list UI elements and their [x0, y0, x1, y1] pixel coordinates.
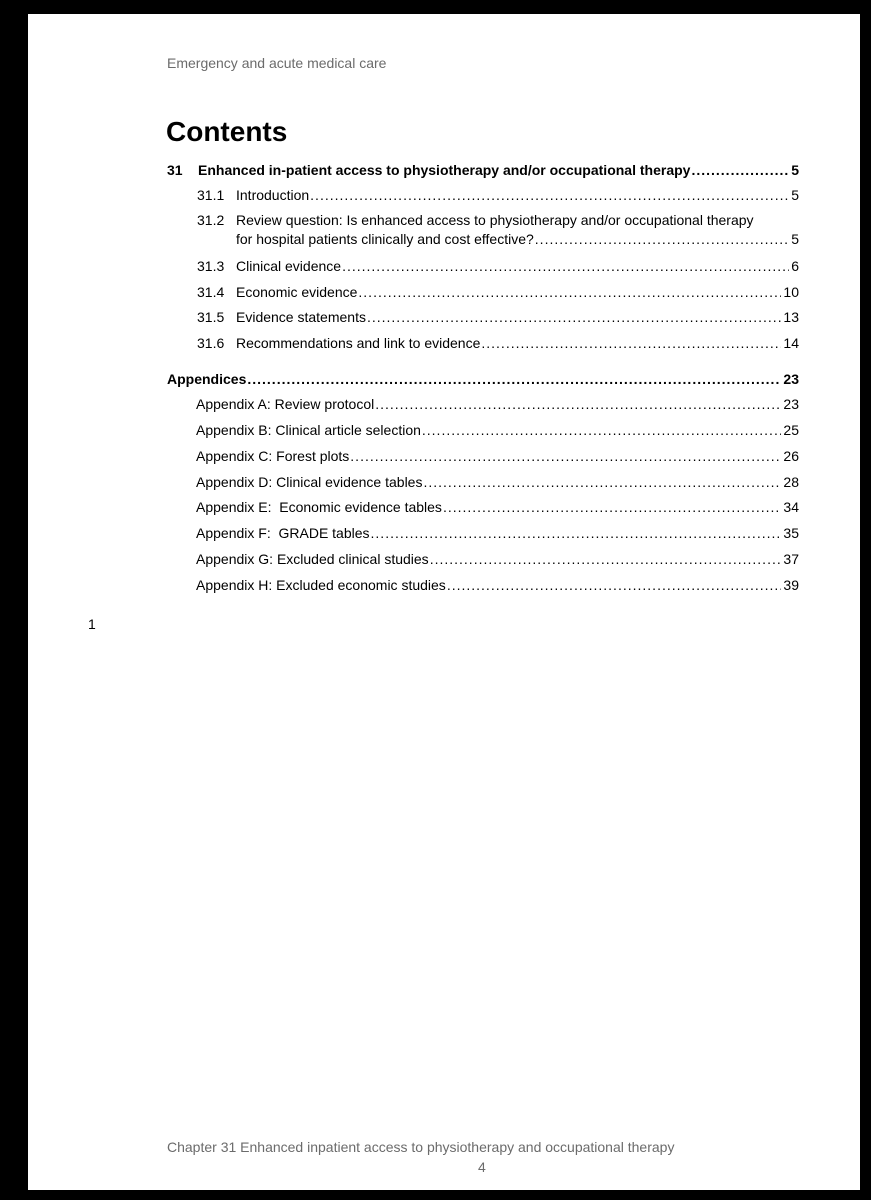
toc-leader-dots — [430, 550, 782, 568]
toc-appendix-title: Appendix B: Clinical article selection — [196, 422, 421, 438]
toc-leader-dots — [342, 257, 789, 275]
toc-section-title: Recommendations and link to evidence — [236, 335, 481, 351]
toc-page-number: 23 — [783, 396, 799, 412]
toc-section-entry[interactable] — [197, 308, 799, 326]
toc-appendix-title: Appendix G: Excluded clinical studies — [196, 551, 429, 567]
toc-page-number: 26 — [783, 448, 799, 464]
toc-page-number: 14 — [783, 335, 799, 351]
toc-section-number: 31.1 — [197, 187, 225, 203]
toc-appendix-title: Appendix F: GRADE tables — [196, 525, 370, 541]
toc-section-entry-line1[interactable] — [197, 211, 754, 229]
toc-page-number: 6 — [791, 258, 799, 274]
toc-section-number: 31.6 — [197, 335, 225, 351]
toc-appendix-entry[interactable] — [196, 447, 799, 465]
toc-section-number: 31.4 — [197, 284, 225, 300]
toc-leader-dots — [375, 395, 781, 413]
toc-section-number: 31.2 — [197, 212, 225, 228]
toc-leader-dots — [535, 230, 789, 248]
toc-section-title: Economic evidence — [236, 284, 358, 300]
line-number: 1 — [88, 616, 96, 632]
toc-leader-dots — [443, 498, 781, 516]
toc-leader-dots — [350, 447, 781, 465]
toc-page-number: 5 — [791, 162, 799, 178]
toc-appendices-heading[interactable] — [167, 370, 799, 388]
toc-appendix-entry[interactable] — [196, 498, 799, 516]
toc-section-entry[interactable] — [197, 257, 799, 275]
toc-section-entry[interactable] — [197, 186, 799, 204]
toc-appendix-entry[interactable] — [196, 421, 799, 439]
toc-section-entry[interactable] — [197, 334, 799, 352]
toc-page-number: 37 — [783, 551, 799, 567]
toc-chapter-entry[interactable] — [167, 161, 799, 179]
toc-appendix-title: Appendix C: Forest plots — [196, 448, 350, 464]
toc-appendix-title: Appendix H: Excluded economic studies — [196, 577, 446, 593]
toc-section-entry-line2[interactable] — [236, 230, 799, 248]
toc-chapter-title: Enhanced in-patient access to physiotherapy and/or occupational therapy — [198, 162, 691, 178]
toc-section-number: 31.5 — [197, 309, 225, 325]
toc-appendix-entry[interactable] — [196, 395, 799, 413]
toc-page-number: 39 — [783, 577, 799, 593]
toc-page-number: 10 — [783, 284, 799, 300]
toc-page-number: 5 — [791, 187, 799, 203]
toc-appendix-title: Appendix E: Economic evidence tables — [196, 499, 442, 515]
toc-leader-dots — [422, 421, 782, 439]
toc-leader-dots — [371, 524, 782, 542]
toc-leader-dots — [310, 186, 789, 204]
toc-appendix-title: Appendix A: Review protocol — [196, 396, 375, 412]
document-page — [28, 14, 860, 1190]
toc-appendix-entry[interactable] — [196, 576, 799, 594]
toc-section-title-line2: for hospital patients clinically and cost effective? — [236, 231, 534, 247]
toc-page-number: 28 — [783, 474, 799, 490]
toc-section-entry[interactable] — [197, 283, 799, 301]
toc-section-title: Clinical evidence — [236, 258, 342, 274]
running-header: Emergency and acute medical care — [167, 55, 387, 71]
toc-chapter-number: 31 — [167, 162, 183, 178]
toc-appendix-title: Appendix D: Clinical evidence tables — [196, 474, 423, 490]
toc-leader-dots — [367, 308, 781, 326]
toc-section-title-line1: Review question: Is enhanced access to physiotherapy and/or occupational therapy — [236, 212, 754, 228]
toc-leader-dots — [358, 283, 781, 301]
toc-page-number: 25 — [783, 422, 799, 438]
toc-appendix-entry[interactable] — [196, 524, 799, 542]
toc-appendices-title: Appendices — [167, 371, 247, 387]
toc-section-title: Introduction — [236, 187, 310, 203]
toc-section-number: 31.3 — [197, 258, 225, 274]
toc-leader-dots — [447, 576, 782, 594]
toc-leader-dots — [247, 370, 781, 388]
toc-page-number: 5 — [791, 231, 799, 247]
contents-title: Contents — [166, 116, 288, 147]
toc-leader-dots — [481, 334, 781, 352]
toc-page-number: 35 — [783, 525, 799, 541]
footer-chapter-title: Chapter 31 Enhanced inpatient access to physiotherapy and occupational therapy — [167, 1139, 675, 1155]
toc-leader-dots — [691, 161, 789, 179]
toc-section-title: Evidence statements — [236, 309, 366, 325]
toc-page-number: 13 — [783, 309, 799, 325]
toc-page-number: 34 — [783, 499, 799, 515]
toc-appendix-entry[interactable] — [196, 550, 799, 568]
toc-leader-dots — [423, 473, 781, 491]
toc-appendix-entry[interactable] — [196, 473, 799, 491]
toc-page-number: 23 — [783, 371, 799, 387]
footer-page-number: 4 — [478, 1159, 486, 1175]
